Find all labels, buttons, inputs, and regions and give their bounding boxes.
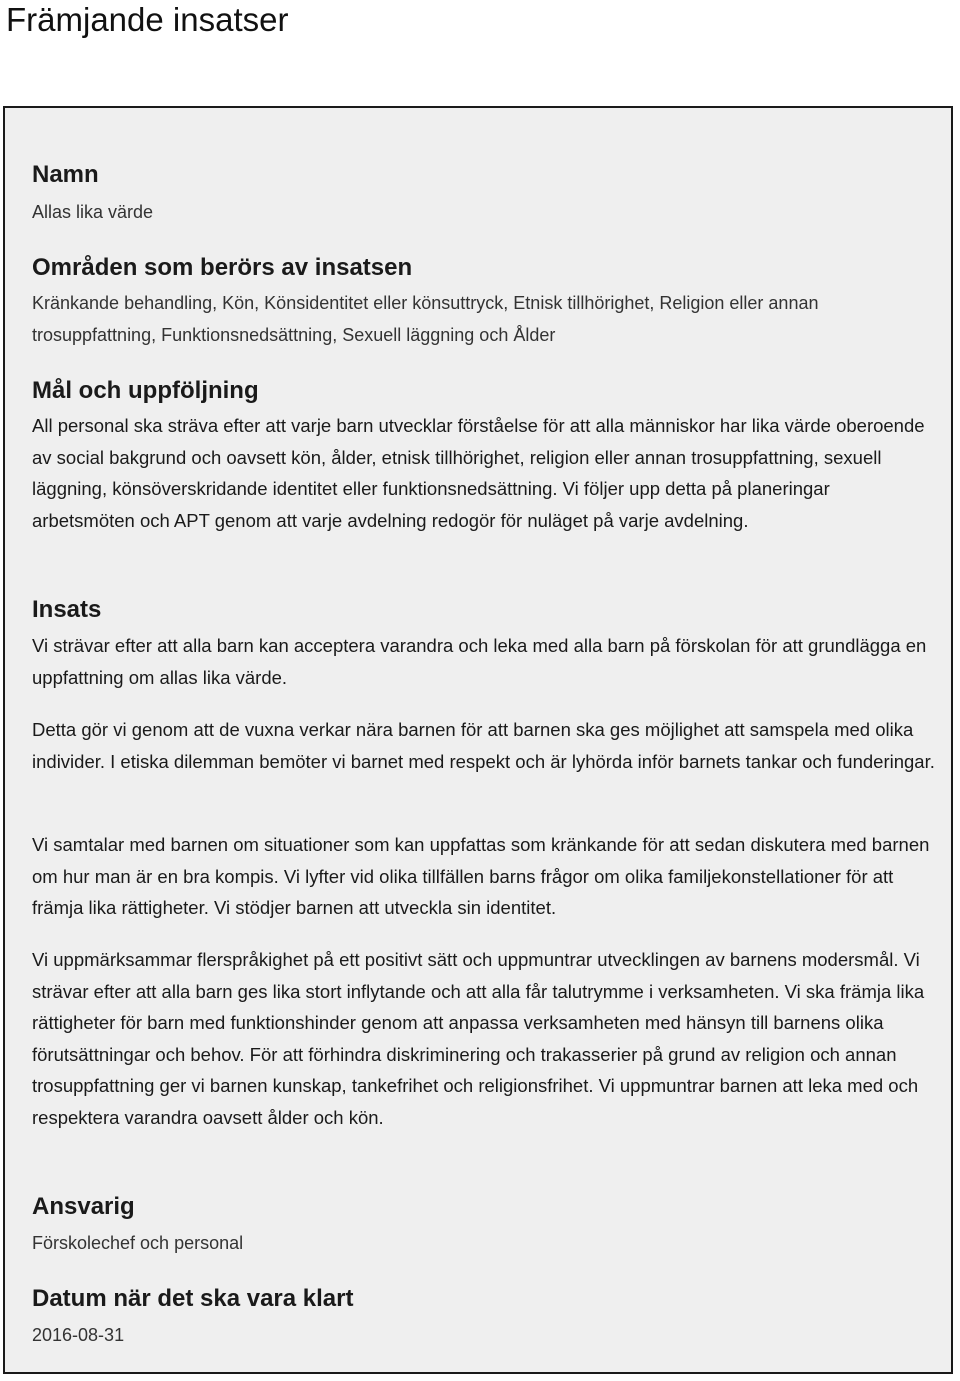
- datum-heading: Datum när det ska vara klart: [32, 1285, 354, 1312]
- insats-panel: [3, 106, 953, 1374]
- ansvarig-text: Förskolechef och personal: [32, 1233, 244, 1253]
- omraden-heading: Områden som berörs av insatsen: [32, 254, 413, 281]
- page-title: Främjande insatser: [6, 1, 289, 38]
- ansvarig-heading: Ansvarig: [32, 1193, 135, 1220]
- mal-heading: Mål och uppföljning: [32, 377, 259, 404]
- mal-text: All personal ska sträva efter att varje barn utvecklar förståelse för att alla människor har lika värde oberoende av social bakgrund och oavsett kön, ålder, etnisk tillhörighet, religion eller annan trosuppfattning, sexuell läggning, könsöverskridande identitet eller funktionsnedsättning. Vi följer upp detta på planeringar arbetsmöten och APT genom att varje avdelning redogör för nuläget på varje avdelning.: [32, 415, 925, 531]
- datum-text: 2016-08-31: [32, 1325, 125, 1345]
- insats-paragraph-2: Detta gör vi genom att de vuxna verkar nära barnen för att barnen ska ges möjlighet att samspela med olika individer. I etiska dilemman bemöter vi barnet med respekt och är lyhörda inför barnets tankar och funderingar.: [32, 719, 935, 772]
- insats-heading: Insats: [32, 596, 102, 623]
- omraden-text: Kränkande behandling, Kön, Könsidentitet eller könsuttryck, Etnisk tillhörighet, Religion eller annan trosuppfattning, Funktionsnedsättning, Sexuell läggning och Ålder: [32, 293, 819, 345]
- namn-text: Allas lika värde: [32, 202, 154, 222]
- insats-paragraph-4: Vi uppmärksammar flerspråkighet på ett positivt sätt och uppmuntrar utvecklingen av barnens modersmål. Vi strävar efter att alla barn ges lika stort inflytande och att alla får talutrymme i verksamheten. Vi ska främja lika rättigheter för barn med funktionshinder genom att anpassa verksamheten med hänsyn till barnens olika förutsättningar och behov. För att förhindra diskriminering och trakasserier på grund av religion och annan trosuppfattning ger vi barnen kunskap, tankefrihet och religionsfrihet. Vi uppmuntrar barnen att leka med och respektera varandra oavsett ålder och kön.: [32, 949, 925, 1128]
- insats-paragraph-3: Vi samtalar med barnen om situationer som kan uppfattas som kränkande för att sedan diskutera med barnen om hur man är en bra kompis. Vi lyfter vid olika tillfällen barns frågor om olika familjekonstellationer för att främja lika rättigheter. Vi stödjer barnen att utveckla sin identitet.: [32, 834, 930, 918]
- insats-paragraph-1: Vi strävar efter att alla barn kan acceptera varandra och leka med alla barn på förskolan för att grundlägga en uppfattning om allas lika värde.: [32, 635, 927, 688]
- namn-heading: Namn: [32, 161, 99, 188]
